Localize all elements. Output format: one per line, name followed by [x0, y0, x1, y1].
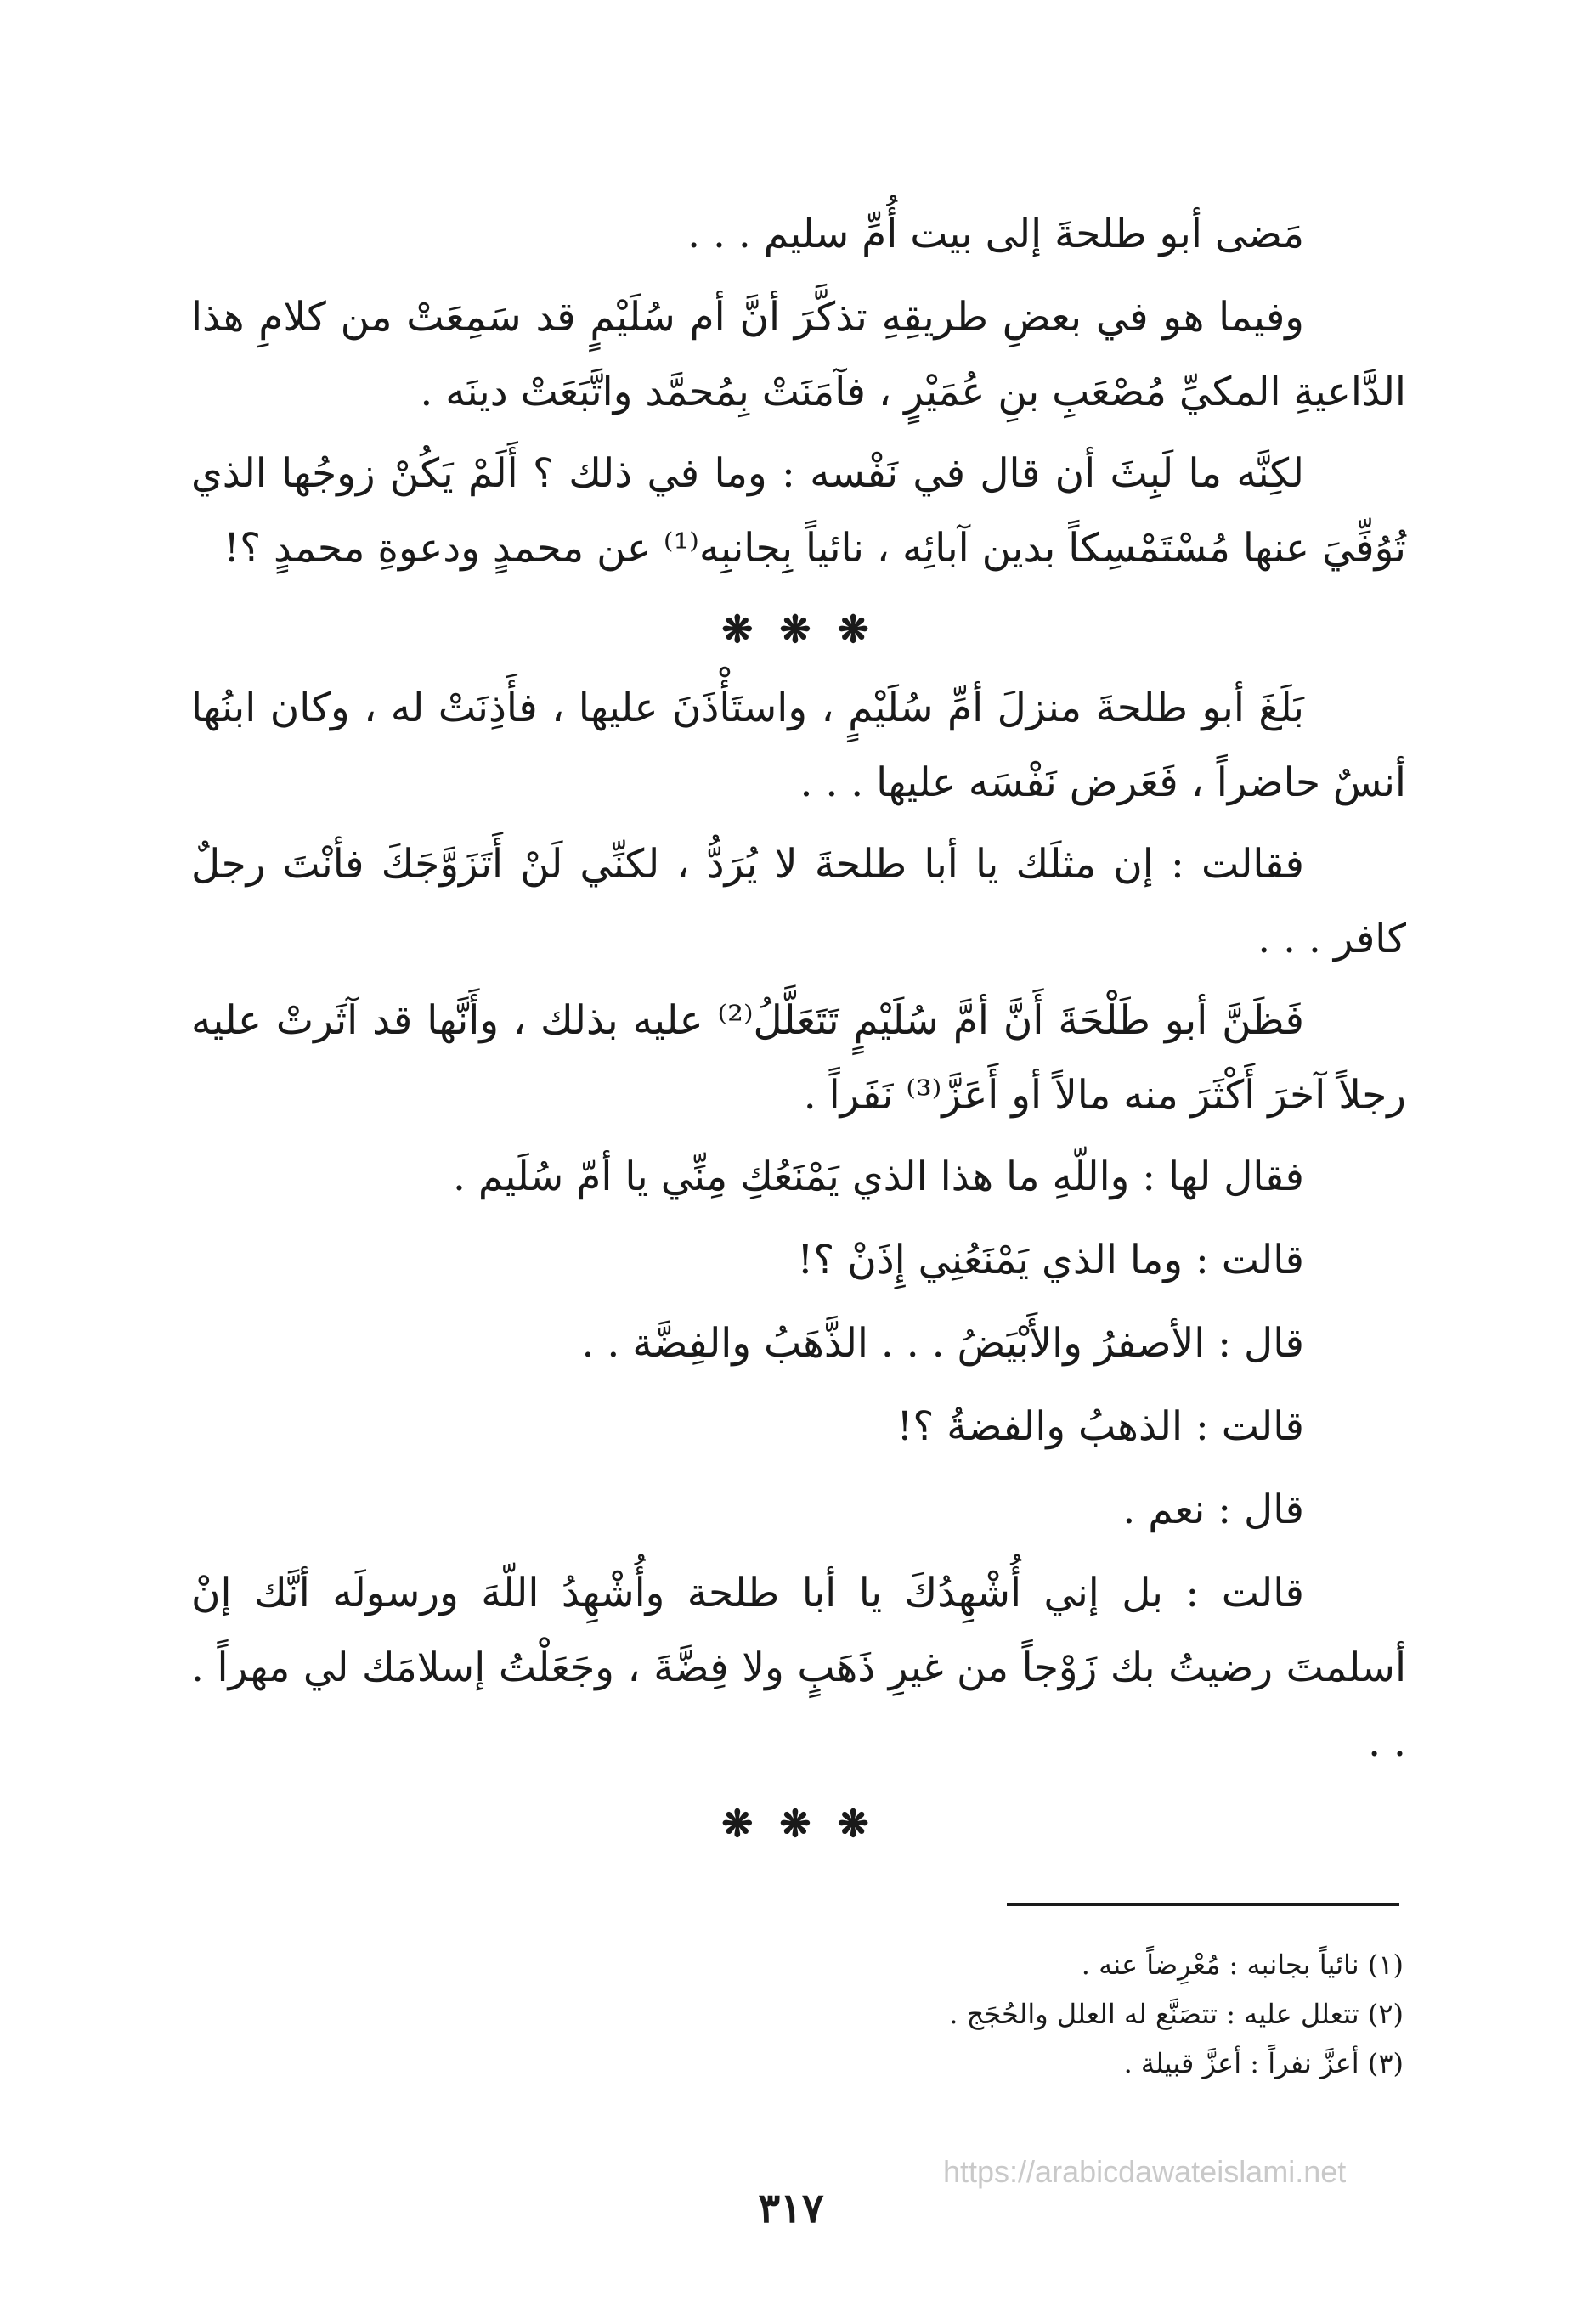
footnote: (١) نائياً بجانبه : مُعْرِضاً عنه .: [1081, 1949, 1404, 1981]
paragraph: فقالت : إن مثلَك يا أبا طلحةَ لا يُرَدُّ ، لكنِّي لَنْ أَتَزَوَّجَكَ فأنْتَ رجلٌ كافر . . .: [191, 841, 1406, 962]
watermark-url: https://arabicdawateislami.net: [943, 2154, 1347, 2189]
footnote-divider: [1007, 1903, 1399, 1906]
paragraph: فقال لها : واللّهِ ما هذا الذي يَمْنَعُكِ مِنِّي يا أمّ سُلَيم .: [453, 1154, 1304, 1200]
paragraph: فَظَنَّ أبو طَلْحَةَ أَنَّ أمَّ سُلَيْمٍ تَتَعَلَّلُ⁽²⁾ عليه بذلك ، وأَنَّها قد آثَرتْ عليه رجلاً آخرَ أَكْثَرَ منه مالاً أو أَعَزَّ⁽³⁾ نَفَراً .: [191, 997, 1406, 1119]
paragraph: قالت : بل إني أُشْهِدُكَ يا أبا طلحة وأُشْهِدُ اللّهَ ورسولَه أنَّك إنْ أسلمتَ رضيتُ بك زَوْجاً من غيرِ ذَهَبٍ ولا فِضَّةَ ، وجَعَلْتُ إسلامَك لي مهراً . . .: [191, 1570, 1406, 1766]
main-text: [191, 197, 1406, 1865]
paragraph: قالت : الذهبُ والفضةُ ؟!: [896, 1403, 1304, 1450]
paragraph: وفيما هو في بعضِ طريقِهِ تذكَّرَ أنَّ أم سُلَيْمٍ قد سَمِعَتْ من كلامِ هذا الدَّاعيةِ المكيِّ مُصْعَبِ بنِ عُمَيْرٍ ، فآمَنَتْ بِمُحمَّد واتَّبَعَتْ دينَه .: [191, 294, 1406, 415]
paragraph: مَضى أبو طلحةَ إلى بيت أُمِّ سليم . . .: [687, 211, 1304, 257]
footnotes: [850, 1940, 1404, 2088]
section-separator: ❋ ❋ ❋: [721, 608, 876, 652]
paragraph: قال : نعم .: [1122, 1486, 1304, 1533]
paragraph: بَلَغَ أبو طلحةَ منزلَ أمِّ سُلَيْمٍ ، واستَأْذَنَ عليها ، فأَذِنَتْ له ، وكان ابنُها أنسٌ حاضراً ، فَعَرض نَفْسَه عليها . . .: [191, 685, 1406, 806]
paragraph: قال : الأصفرُ والأَبْيَضُ . . . الذَّهَبُ والفِضَّة . .: [581, 1320, 1304, 1367]
section-separator: ❋ ❋ ❋: [721, 1802, 876, 1846]
paragraph: قالت : وما الذي يَمْنَعُنِي إِذَنْ ؟!: [797, 1237, 1304, 1283]
page-number: ٣١٧: [758, 2185, 824, 2232]
paragraph: لكِنَّه ما لَبِثَ أن قال في نَفْسه : وما في ذلك ؟ أَلَمْ يَكُنْ زوجُها الذي تُوُفِّيَ عنها مُسْتَمْسِكاً بدين آبائِه ، نائياً بِجانبِه⁽¹⁾ عن محمدٍ ودعوةِ محمدٍ ؟!: [191, 450, 1406, 572]
footnote: (٢) تتعلل عليه : تتصَنَّع له العلل والحُجَج .: [949, 1998, 1404, 2030]
footnote: (٣) أعزَّ نفراً : أعزَّ قبيلة .: [1123, 2047, 1404, 2079]
